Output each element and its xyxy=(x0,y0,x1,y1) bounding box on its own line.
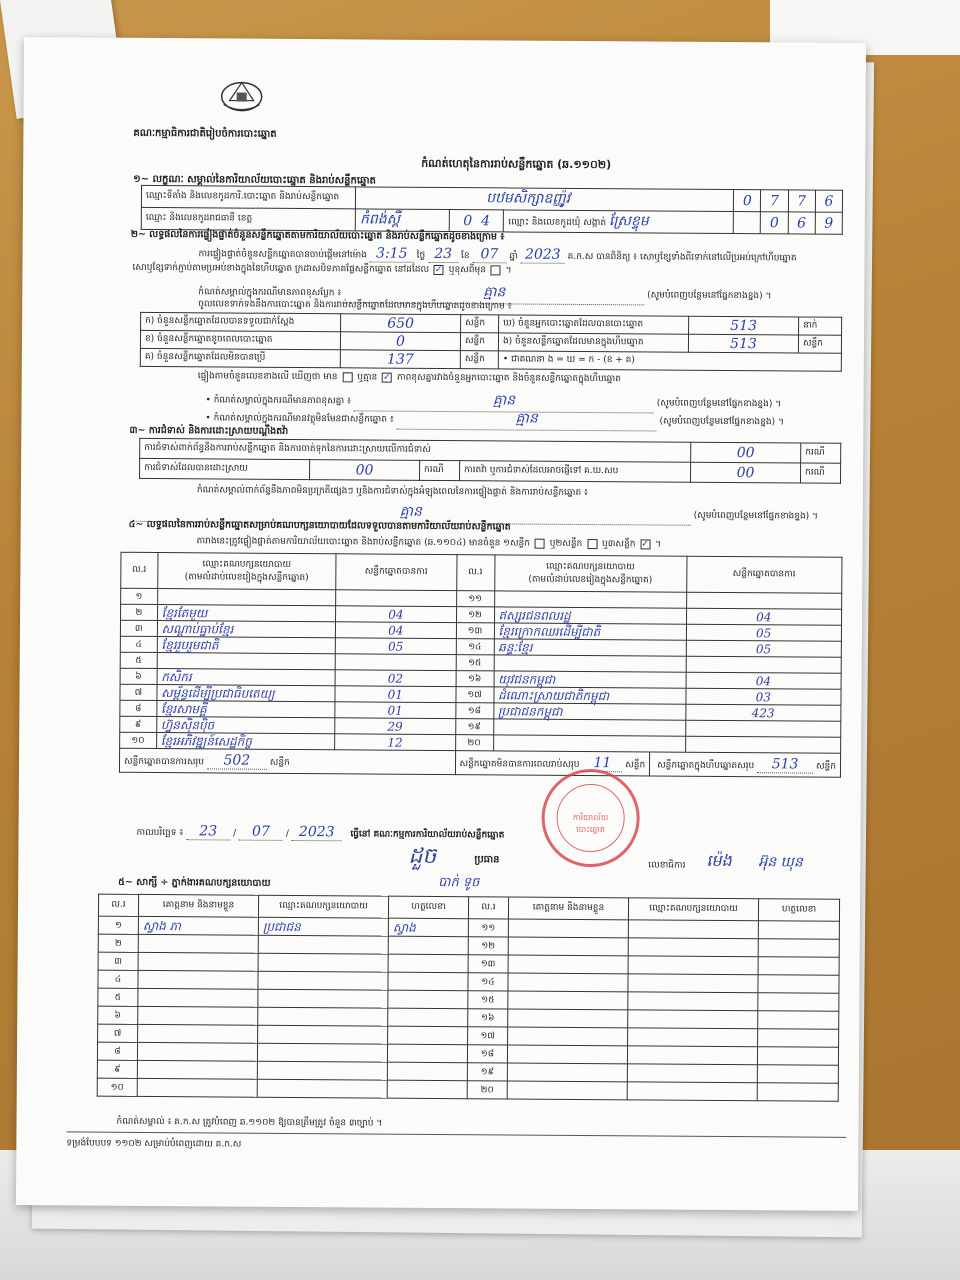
invalid-and-box-totals: សន្លឹក​ឆ្នោត​មិន​បាន​ការ​ពេល​រាប់​សរុប 11 សន្លឹក សន្លឹក​ឆ្នោត​ក្នុង​ហឹប​ឆ្នោត​សរុប 513 សន្លឹក xyxy=(455,751,841,778)
unused-ballots-value: 137 xyxy=(340,350,460,369)
station-name-label: ឈ្មោះ​ទីតាំង និង​លេខ​កូដ​ការិ.បោះឆ្នោត និង​រាប់​សន្លឹក​ឆ្នោត xyxy=(141,185,355,208)
witness-signature xyxy=(388,936,468,955)
row-number: ១៩ xyxy=(455,719,493,735)
witness-name xyxy=(137,1078,257,1097)
party-votes xyxy=(685,736,841,753)
section-1-title: ១~ លក្ខណៈ សម្គាល់​នៃ​ការិយាល័យ​បោះឆ្នោត និង​រាប់​សន្លឹក​ឆ្នោត xyxy=(133,173,376,187)
row-number: ១៤ xyxy=(456,639,494,655)
witness-name xyxy=(138,952,258,971)
row-number: ៣ xyxy=(120,620,157,636)
start-time: 3:15 xyxy=(370,245,414,262)
witness-party xyxy=(627,1082,757,1101)
valid-total-value: 502 xyxy=(207,752,267,769)
party-name: ដំណោះស្រាយ​ជាតិ​កម្ពុជា xyxy=(493,687,685,704)
row-number: ១៥ xyxy=(468,991,508,1009)
witness-party xyxy=(628,938,758,957)
commune-value: ស្រែខ្ទុម xyxy=(608,213,649,230)
row-number: ៩ xyxy=(120,716,157,732)
party-votes: 423 xyxy=(685,704,841,721)
has-discrepancy-checkbox[interactable] xyxy=(342,372,352,382)
party-name: យុវជន​កម្ពុជា xyxy=(494,671,686,688)
no-discrepancy-checkbox[interactable]: ✓ xyxy=(383,372,391,383)
witness-table: ល.រ គោត្តនាម និង​នាម​ខ្លួន ឈ្មោះ​គណបក្ស​នយោបាយ ហត្ថលេខា ល.រ គោត្តនាម និង​នាម​ខ្លួន ឈ្មោះ​គណបក្ស​នយោបាយ ហត្ថលេខា ១ ស្វាង ភា ប្រជាជន ស្វាង ១១ ២ ១២ ៣ ១៣ ៤ ១៤ ៥ ១៥ ៦ ១៦ ៧ ១៧ ៨ ១៨ ៩ ១៩ ១០ ២០ xyxy=(97,894,840,1102)
party-votes: 03 xyxy=(685,688,841,705)
witness-name xyxy=(508,973,628,992)
row-number: ៨ xyxy=(120,700,157,716)
witness-party xyxy=(628,956,758,975)
party-name xyxy=(493,735,685,752)
two-sheet-checkbox[interactable] xyxy=(587,539,597,549)
difference-note-value: គ្មាន xyxy=(344,281,644,305)
three-sheet-checkbox[interactable]: ✓ xyxy=(641,538,649,549)
totals-row xyxy=(119,748,840,777)
row-number: ២០ xyxy=(467,1081,507,1099)
commune-label: ឈ្មោះ និង​លេខ​កូដ​ឃុំ សង្កាត់ xyxy=(508,217,607,229)
party-name: ខ្មែរ​រួបរួម​ជាតិ xyxy=(157,637,336,654)
objections-table xyxy=(139,438,841,484)
party-name: សម្ព័ន្ធ​ដើម្បី​ប្រជាធិបតេយ្យ xyxy=(157,685,336,702)
row-number: ១២ xyxy=(468,937,508,955)
row-number: ១៣ xyxy=(456,623,494,639)
forwarded-count: 00 xyxy=(690,462,800,483)
col-party: ឈ្មោះ​គណបក្ស​នយោបាយ (តាម​លំដាប់​លេខ​រៀង​ក្នុង​សន្លឹក​ឆ្នោត) xyxy=(494,555,686,592)
box-total-value: 513 xyxy=(757,756,813,773)
results-intro: តារាង​នេះ​ត្រូវ​ផ្ទៀងផ្ទាត់​តាម​ការិយាល័យ​បោះឆ្នោត និង​រាប់​សន្លឹក​ឆ្នោត (ឆ.១១០៤) មាន​ចំនួន ១សន្លឹក ឬ​២សន្លឹក ឬ​៣សន្លឹក ✓ ។ xyxy=(196,536,662,550)
witness-party xyxy=(257,1043,387,1062)
witness-party xyxy=(257,1079,387,1098)
commune-code-digit: 0 xyxy=(761,212,788,234)
witness-signature xyxy=(388,954,468,973)
row-number: ១៥ xyxy=(456,655,494,671)
party-votes xyxy=(336,590,456,607)
valid-total: សន្លឹក​ឆ្នោត​បាន​ការ​សរុប 502 សន្លឹក xyxy=(119,748,455,774)
row-number: ២ xyxy=(121,604,158,620)
row-number: ៦ xyxy=(120,668,157,684)
row-number: ៣ xyxy=(98,952,138,970)
col-no: ល.រ xyxy=(456,555,494,591)
party-votes xyxy=(686,592,842,609)
changed-checkbox[interactable] xyxy=(491,265,501,275)
commune-code-digit: 9 xyxy=(815,212,842,234)
witness-name xyxy=(137,1042,257,1061)
party-votes: 04 xyxy=(686,672,842,689)
row-number: ១០ xyxy=(120,732,157,748)
party-name: ខ្មែរ​ក្រោក​ឈរ​ដើម្បី​ជាតិ xyxy=(494,623,686,640)
party-name: ឥស្សរ​ជន​ពលរដ្ឋ xyxy=(494,607,686,624)
row-number: ៩ xyxy=(97,1060,137,1078)
party-votes: 05 xyxy=(335,638,455,655)
ballot-count-intro: ចូល​លេខ​ទាក់ទង​នឹង​ការ​បោះឆ្នោត និង​ការ​រាប់​សន្លឹក​ឆ្នោត​ដែល​មាន​ក្នុង​ហឹប​ឆ្នោត​ដូច​ខាង​ក្រោម ៖ xyxy=(198,299,512,312)
row-number: ១០ xyxy=(97,1078,137,1096)
chair-name: បាក់ ទូច xyxy=(438,874,480,891)
footer-note: កំណត់​សម្គាល់ ៖ គ.ក.ស ត្រូវ​បំពេញ ឆ.១១០២ ឱ្យ​បាន​ត្រឹមត្រូវ ចំនួន ៣ច្បាប់ ។ xyxy=(116,1116,383,1129)
witness-signature xyxy=(388,1026,468,1045)
witness-name xyxy=(507,1081,627,1100)
party-votes: 12 xyxy=(335,734,455,751)
witness-party xyxy=(258,989,388,1008)
section-5-title: ៥~ សាក្សី ÷ ភ្នាក់ងារ​គណបក្ស​នយោបាយ xyxy=(118,876,271,889)
chair-label: ប្រធាន xyxy=(474,854,500,866)
section-2-title: ២~ លទ្ធផល​នៃ​ការ​ផ្ទៀងផ្ទាត់​ចំនួន​សន្លឹក​ឆ្នោត​តាម​ការិយាល័យ​បោះឆ្នោត និង​រាប់​សន្លឹក​ឆ្នោត​ដូច​ខាងក្រោម ៖ xyxy=(130,228,505,243)
witness-signature xyxy=(758,1011,839,1030)
witness-party xyxy=(257,1061,387,1080)
witness-name xyxy=(508,1027,628,1046)
witness-party xyxy=(258,1025,388,1044)
party-votes: 02 xyxy=(335,670,455,687)
secretary-name: អ៊ុន ឃុន xyxy=(758,854,803,871)
station-code-digit: 0 xyxy=(734,190,761,212)
table-row: ការ​ជំទាស់​ដែល​បាន​ដោះស្រាយ 00 ករណី ការ​តវ៉ា ឬ​ការ​ជំទាស់​ដែល​អាច​ផ្ញើ​ទៅ គ.ឃ.សប 00 ករណី xyxy=(140,458,841,483)
witness-name xyxy=(508,955,628,974)
row-number: ១១ xyxy=(468,919,508,937)
witness-signature xyxy=(758,993,839,1012)
row-number: ២ xyxy=(98,934,138,952)
party-votes: 29 xyxy=(335,718,455,735)
witness-name xyxy=(508,937,628,956)
irregularity-note-line: គ្មាន (សូម​បំពេញ​បន្ថែម​នៅ​ផ្នែក​ខាង​ខ្នង) ។ xyxy=(131,500,818,527)
ballots-received-value: 650 xyxy=(341,314,461,333)
start-year: 2023 xyxy=(521,247,565,264)
invalid-total-value: 11 xyxy=(582,755,622,772)
party-votes xyxy=(335,654,455,671)
witness-signature xyxy=(758,921,839,940)
witness-name xyxy=(138,934,258,953)
col-votes: សន្លឹក​ឆ្នោត​បាន​ការ xyxy=(336,554,457,591)
witness-signature xyxy=(388,972,468,991)
witness-name xyxy=(138,970,258,989)
province-value: កំពង់ស្ពឺ xyxy=(355,209,449,232)
row-number: ១៨ xyxy=(455,703,493,719)
party-votes: 05 xyxy=(686,624,842,641)
witness-party xyxy=(258,1007,388,1026)
witness-signature xyxy=(388,990,468,1009)
table-row xyxy=(97,1078,838,1101)
party-votes xyxy=(685,720,841,737)
org-name: គណៈ​កម្មាធិការ​ជាតិ​រៀបចំ​ការ​បោះឆ្នោត xyxy=(133,127,277,140)
col-party: ឈ្មោះ​គណបក្ស​នយោបាយ (តាម​លំដាប់​លេខ​រៀង​ក្នុង​សន្លឹក​ឆ្នោត) xyxy=(157,553,336,590)
station-code-digit: 6 xyxy=(815,190,842,212)
witness-name xyxy=(138,1006,258,1025)
witness-signature xyxy=(387,1044,467,1063)
section-4-title: ៤~ លទ្ធផល​នៃ​ការ​រាប់​សន្លឹក​ឆ្នោត​សម្រាប់​គណបក្ស​នយោបាយ​ដែល​ទទួល​បាន​តាម​ការិយាល័យ​រាប់​សន្លឹក​ឆ្នោត xyxy=(128,518,511,533)
witness-name xyxy=(138,1024,258,1043)
row-number: ១៤ xyxy=(468,973,508,991)
irregularity-note-label: កំណត់​សម្គាល់​ពាក់ព័ន្ធ​នឹង​ភាព​មិន​ប្រក្រតី​ផ្សេងៗ ឬ​និង​ការ​ជំទាស់​ក្នុង​អំឡុង​ពេល​នៃ​ការ​ផ្ទៀងផ្ទាត់ និង​ការ​រាប់​សន្លឹក​ឆ្នោត ៖ xyxy=(196,485,589,499)
row-number: ១៦ xyxy=(456,671,494,687)
row-number: ៤ xyxy=(120,636,157,652)
ballots-in-box-value: 513 xyxy=(688,334,798,353)
witness-party xyxy=(628,1010,758,1029)
witness-name xyxy=(138,988,258,1007)
party-votes: 05 xyxy=(686,640,842,657)
party-name xyxy=(157,589,336,606)
party-votes: 04 xyxy=(336,606,456,623)
resolved-count: 00 xyxy=(310,460,420,481)
seal-check-line: សោ​ឬ​ខ្សែ​ទាក់​ភ្ជាប់​តាម​ប្រអប់​ខាង​ក្នុង​នៃ​ហឹប​ឆ្នោត ក្រដាស​បិទ​ភាគ​ផ្លែ​សន្លឹក​ឆ្នោត នៅ​ដដែល ✓ ឬ​ខុស​ពី​មុន ។ xyxy=(132,262,512,276)
party-name xyxy=(157,653,336,670)
party-name: ខ្មែរ​តែ​មួយ xyxy=(157,605,336,622)
witness-party xyxy=(628,1028,758,1047)
witness-party xyxy=(628,974,758,993)
row-number: ១ xyxy=(98,916,138,934)
table-row: ខ) ចំនួន​សន្លឹក​ឆ្នោត​ខូច​ពេល​បោះឆ្នោត 0 សន្លឹក ង) ចំនួន​សន្លឹក​ឆ្នោត​ដែល​មាន​ក្នុង​ហឹប​ឆ្នោត 513 សន្លឹក xyxy=(140,330,841,353)
witness-party xyxy=(627,1064,757,1083)
party-results-table xyxy=(119,552,843,778)
row-number: ១៩ xyxy=(467,1063,507,1081)
witness-signature xyxy=(757,1065,838,1084)
station-code-digit: 7 xyxy=(761,190,788,212)
witness-name xyxy=(507,1045,627,1064)
difference-note-line: កំណត់​សម្គាល់​ក្នុង​ករណី​មាន​ភាព​ខុសប្លែក ៖ គ្មាន (សូម​បំពេញ​បន្ថែម​នៅ​ផ្នែក​ខាង​ខ្នង) ។ xyxy=(198,280,771,306)
row-number: ១៣ xyxy=(468,955,508,973)
station-info-table xyxy=(141,185,843,235)
witness-signature xyxy=(758,975,839,994)
row-number: ៧ xyxy=(120,684,157,700)
row-number: ១២ xyxy=(456,607,494,623)
table-row: ការ​ជំទាស់​ពាក់ព័ន្ធ​នឹង​ការ​រាប់​សន្លឹក​ឆ្នោត និង​ការ​ចាត់​ទុក​នៃ​ការ​ដោះស្រាយ​លើ​ការ​ជំទាស់ 00 ករណី xyxy=(140,438,841,463)
secretary-label: លេខាធិការ xyxy=(648,860,686,871)
unchanged-checkbox[interactable]: ✓ xyxy=(434,264,443,275)
witness-name xyxy=(137,1060,257,1079)
witness-signature xyxy=(758,957,839,976)
row-number: ១ xyxy=(121,588,158,604)
party-name: ខ្មែរ​អភិវឌ្ឍន៍​សេដ្ឋកិច្ច xyxy=(156,733,335,750)
official-seal: ការិយាល័យ​បោះឆ្នោត xyxy=(541,769,640,868)
voters-value: 513 xyxy=(689,316,799,335)
commune-cell xyxy=(504,210,734,234)
party-votes: 04 xyxy=(336,622,456,639)
province-code: 0 4 xyxy=(449,210,503,232)
sign-date-line: កាល​បរិច្ឆេទ ៖ 23 / 07 / 2023 ធ្វើ​នៅ គណៈ​កម្មការ​ការិយាល័យ​រាប់​សន្លឹក​ឆ្នោត xyxy=(136,823,505,841)
witness-party xyxy=(258,971,388,990)
witness-party xyxy=(628,992,758,1011)
row-number: ១៨ xyxy=(467,1045,507,1063)
witness-party: ប្រជាជន xyxy=(258,917,388,936)
spoiled-ballots-value: 0 xyxy=(340,332,460,351)
party-name xyxy=(494,655,686,672)
party-name: ប្រជាជន​កម្ពុជា xyxy=(493,703,685,720)
row-number: ២០ xyxy=(455,735,493,751)
row-number: ៤ xyxy=(98,970,138,988)
start-month: 07 xyxy=(472,246,506,263)
party-name xyxy=(494,591,686,608)
row-number: ១១ xyxy=(456,591,494,607)
witness-signature xyxy=(387,1080,467,1099)
witness-signature xyxy=(757,1083,838,1102)
secretary-signature: ម៉េង xyxy=(706,850,732,871)
party-votes: 01 xyxy=(335,686,455,703)
witness-party xyxy=(258,935,388,954)
witness-signature xyxy=(388,1008,468,1027)
witness-signature xyxy=(387,1062,467,1081)
witness-signature xyxy=(757,1047,838,1066)
party-name: សណ្តាប់​ធ្នាប់​ខ្មែរ xyxy=(157,621,336,638)
party-votes xyxy=(686,656,842,673)
bullet-note-1: • កំណត់​សម្គាល់​ក្នុង​ករណី​មាន​ភាព​ខុសគ្នា ៖ គ្មាន (សូម​បំពេញ​បន្ថែម​នៅ​ផ្នែក​ខាង​ខ្នង) ។ xyxy=(205,388,781,414)
witness-signature xyxy=(758,939,839,958)
witness-name xyxy=(508,991,628,1010)
party-name: ហ្វ៊ុនស៊ិនប៉ិច xyxy=(156,717,335,734)
row-number: ៨ xyxy=(97,1042,137,1060)
witness-signature xyxy=(758,1029,839,1048)
col-no: ល.រ xyxy=(121,552,158,588)
discrepancy-line: ផ្ទៀង​តាម​ចំនួន​លេខ​ខាង​លើ ឃើញ​ថា មាន ឬ​គ្មាន ✓ ភាព​ខុស​គ្នា​រវាង​ចំនួន​អ្នក​បោះឆ្នោត និង​ចំនួន​សន្លឹក​ឆ្នោត​ក្នុង​ហឹប​ឆ្នោត xyxy=(197,371,621,385)
witness-name: ស្វាង ភា xyxy=(138,916,258,935)
row-number: ៦ xyxy=(98,1006,138,1024)
bullet-note-2: • កំណត់​សម្គាល់​ក្នុង​ករណី​មាន​វត្ថុ​មិន​មែន​ជា​សន្លឹក​ឆ្នោត ៖ គ្មាន (សូម​បំពេញ​បន្ថែម​នៅ​ផ្នែក​ខាង​ខ្នង) ។ xyxy=(205,406,784,432)
station-name-value: បឋមសិក្សាឧញ្ញ៉ូវ xyxy=(356,187,734,212)
form-sheet xyxy=(16,37,866,1211)
province-label: ឈ្មោះ និង​លេខ​កូដ​រាជធានី ខេត្ត xyxy=(141,207,355,230)
start-day: 23 xyxy=(428,246,458,263)
party-name: ឆន្ទៈ​ខ្មែរ xyxy=(494,639,686,656)
one-sheet-checkbox[interactable] xyxy=(535,538,545,548)
table-row: ក) ចំនួន​សន្លឹក​ឆ្នោត​ដែល​បាន​ទទួល​ជាក់ស្តែង 650 សន្លឹក ឃ) ចំនួន​អ្នក​បោះឆ្នោត​ដែល​បាន​បោះឆ្នោត 513 នាក់ xyxy=(141,312,842,335)
nec-logo-icon xyxy=(216,74,268,114)
row-number: ៧ xyxy=(98,1024,138,1042)
party-votes: 04 xyxy=(686,608,842,625)
row-number: ៥ xyxy=(120,652,157,668)
party-name: ខ្មែរ​សាមគ្គី xyxy=(156,701,335,718)
form-reference: ទម្រង់​បែបបទ ១១០២ សម្រាប់​បំពេញ​ដោយ គ.ក.ស xyxy=(66,1138,242,1150)
station-code-digit: 7 xyxy=(788,190,815,212)
party-name: កសិករ xyxy=(157,669,336,686)
party-name xyxy=(493,719,685,736)
commune-code-digit: 6 xyxy=(788,212,815,234)
ballot-count-table xyxy=(140,312,842,372)
row-number: ១៦ xyxy=(468,1009,508,1027)
witness-party xyxy=(627,1046,757,1065)
witness-signature: ស្វាង xyxy=(388,918,468,937)
row-number: ១៧ xyxy=(468,1027,508,1045)
col-votes: សន្លឹក​ឆ្នោត​បាន​ការ xyxy=(686,556,842,593)
row-number: ១៧ xyxy=(455,687,493,703)
verification-start-line: ការ​ផ្ទៀងផ្ទាត់​ចំនួន​សន្លឹក​ឆ្នោត​បាន​ចាប់ផ្តើម​នៅ​ម៉ោង 3:15 ថ្ងៃ 23 ខែ 07 ឆ្នាំ 2023 គ.ក.ស បាន​ពិនិត្យ ៖ សោ​ឬ​ខ្សែ​ទាំងពីរ​ទាក់​នៅ​លើ​ប្រអប់​ក្រៅ​ហឹប​ឆ្នោត xyxy=(198,245,797,264)
objections-count: 00 xyxy=(691,442,801,463)
witness-name xyxy=(508,1009,628,1028)
witness-name xyxy=(508,919,628,938)
witness-name xyxy=(507,1063,627,1082)
party-votes: 01 xyxy=(335,702,455,719)
row-number: ៥ xyxy=(98,988,138,1006)
section-3-title: ៣~ ការ​ជំទាស់ និង​ការ​ដោះស្រាយ​បណ្តឹង​តវ៉ា xyxy=(129,424,289,437)
witness-party xyxy=(628,920,758,939)
table-row: គ) ចំនួន​សន្លឹក​ឆ្នោត​ដែល​មិន​បាន​ប្រើ 137 សន្លឹក • ជា​គណនា ង = ឃ = ក - (ខ + គ) xyxy=(140,348,841,371)
page-title: កំណត់ហេតុ​នៃ​ការ​រាប់​សន្លឹក​ឆ្នោត (ឆ.១១០២) xyxy=(421,156,612,172)
chair-signature: ដួច xyxy=(408,843,437,869)
witness-party xyxy=(258,953,388,972)
